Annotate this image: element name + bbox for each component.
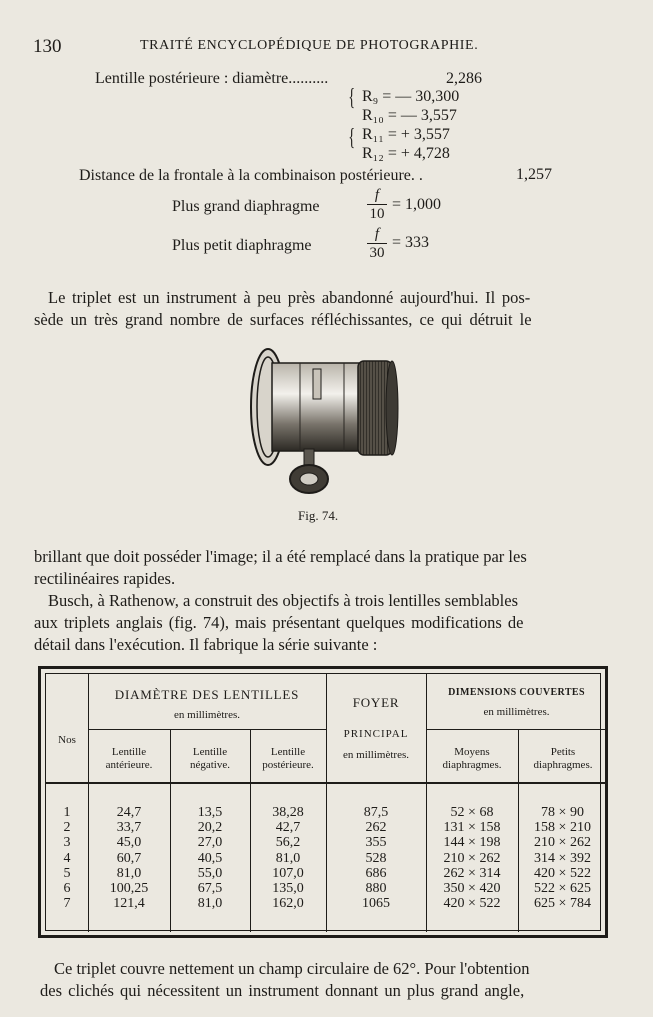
text-line: des clichés qui nécessitent un instrument donnant un plus grand angle, [40, 981, 525, 1000]
header-focal-principal: PRINCIPAL [343, 728, 409, 740]
max-diaphragm-value: = 1,000 [392, 196, 442, 213]
figure-caption: Fig. 74. [298, 508, 339, 523]
header-bottom-rule [46, 782, 607, 784]
posterior-lens-value: 2,286 [446, 70, 482, 87]
header-rule [426, 729, 607, 730]
distance-label: Distance de la frontale à la combinaison postérieure. . [79, 167, 423, 184]
text-line: rectilinéaires rapides. [34, 569, 176, 588]
text-line: détail dans l'exécution. Il fabrique la série suivante : [34, 635, 378, 654]
paragraph-conclusion [40, 958, 612, 1002]
table-inner-frame [45, 673, 601, 931]
header-focal: FOYER [352, 695, 400, 710]
min-diaphragm-label: Plus petit diaphragme [172, 237, 312, 254]
header-dimensions-unit: en millimètres. [483, 706, 550, 718]
header-small-diaphragms: Petits diaphragmes. [533, 746, 593, 771]
header-medium-diaphragms: Moyens diaphragmes. [442, 746, 502, 771]
triplet-lens-illustration [240, 345, 400, 500]
text-line: Ce triplet couvre nettement un champ circulaire de 62°. Pour l'obtention [54, 959, 530, 978]
header-focal-unit: en millimètres. [343, 749, 409, 761]
column-medium-diaphragms: 52 × 68 131 × 158 144 × 198 210 × 262 262 × 314 350 × 420 420 × 522 [443, 805, 501, 912]
header-rule [88, 729, 326, 730]
text-line: brillant que doit posséder l'image; il a été remplacé dans la pratique par les [34, 547, 527, 566]
paragraph-intro [34, 287, 602, 331]
header-lens-diameters: DIAMÈTRE DES LENTILLES [114, 687, 300, 702]
radius-r11: R₁₁ = + 3,557 [362, 126, 450, 143]
header-negative-lens: Lentille négative. [189, 746, 230, 771]
brace-left: { [348, 125, 356, 151]
header-front-lens: Lentille antérieure. [105, 746, 153, 771]
header-posterior-lens: Lentille postérieure. [262, 746, 314, 771]
radius-r9: R₉ = — 30,300 [362, 88, 460, 105]
posterior-lens-label: Lentille postérieure : diamètre.......... [95, 70, 329, 87]
paragraph-busch [34, 546, 606, 656]
header-lens-unit: en millimètres. [174, 709, 240, 721]
radius-r12: R₁₂ = + 4,728 [362, 145, 450, 162]
column-focal: 87,5 262 355 528 686 880 1065 [362, 805, 390, 912]
page-number: 130 [33, 36, 62, 57]
max-diaphragm-fraction: f 10 [367, 187, 387, 223]
text-line: sède un très grand nombre de surfaces réfléchissantes, ce qui détruit le [34, 310, 532, 329]
running-title: TRAITÉ ENCYCLOPÉDIQUE DE PHOTOGRAPHIE. [140, 38, 479, 53]
column-posterior-lens: 38,28 42,7 56,2 81,0 107,0 135,0 162,0 [272, 805, 304, 912]
text-line: aux triplets anglais (fig. 74), mais présentant quelques modifications de [34, 613, 524, 632]
radius-r10: R₁₀ = — 3,557 [362, 107, 457, 124]
min-diaphragm-value: = 333 [392, 234, 430, 251]
column-nos: 1 2 3 4 5 6 7 [63, 805, 71, 912]
column-negative-lens: 13,5 20,2 27,0 40,5 55,0 67,5 81,0 [197, 805, 223, 912]
header-dimensions: DIMENSIONS COUVERTES [448, 687, 585, 698]
max-diaphragm-label: Plus grand diaphragme [172, 198, 320, 215]
brace-left: { [348, 85, 356, 111]
text-line: Le triplet est un instrument à peu près abandonné aujourd'hui. Il pos- [48, 288, 531, 307]
column-front-lens: 24,7 33,7 45,0 60,7 81,0 100,25 121,4 [109, 805, 149, 912]
lens-series-table [38, 666, 608, 938]
distance-value: 1,257 [516, 166, 552, 183]
header-nos: Nos [58, 734, 76, 746]
text-line: Busch, à Rathenow, a construit des objectifs à trois lentilles semblables [48, 591, 518, 610]
column-small-diaphragms: 78 × 90 158 × 210 210 × 262 314 × 392 420 × 522 522 × 625 625 × 784 [534, 805, 591, 912]
min-diaphragm-fraction: f 30 [367, 226, 387, 262]
